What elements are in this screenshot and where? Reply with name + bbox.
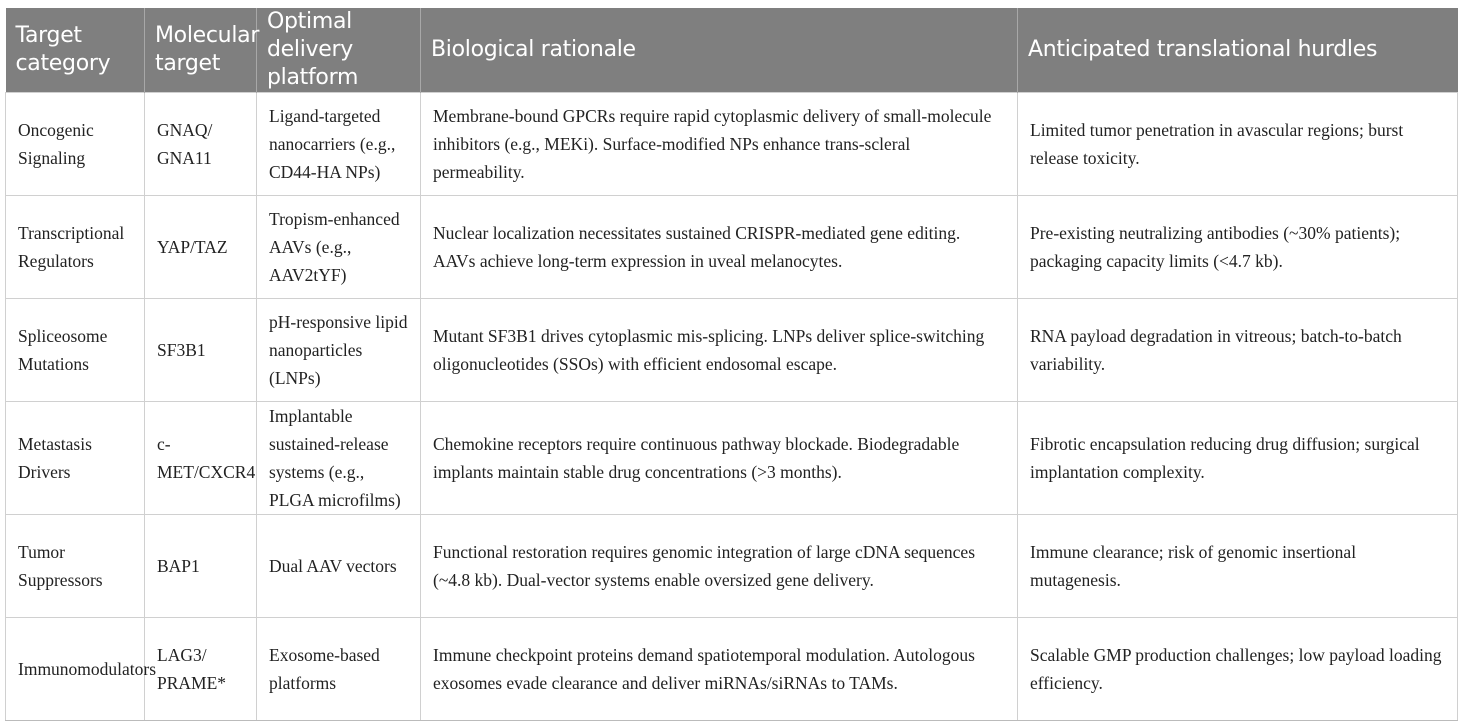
cell-molecular-target: SF3B1 xyxy=(145,299,257,402)
cell-delivery-platform: Implantable sustained-release systems (e.g., PLGA microfilms) xyxy=(257,402,421,515)
cell-delivery-platform: Tropism-enhanced AAVs (e.g., AAV2tYF) xyxy=(257,196,421,299)
cell-molecular-target: YAP/TAZ xyxy=(145,196,257,299)
cell-biological-rationale: Immune checkpoint proteins demand spatiotemporal modulation. Autologous exosomes evade clearance and deliver miRNAs/siRNAs to TAMs. xyxy=(421,618,1018,721)
header-biological-rationale: Biological rationale xyxy=(421,8,1018,93)
cell-translational-hurdles: Immune clearance; risk of genomic insertional mutagenesis. xyxy=(1018,515,1458,618)
table-row xyxy=(6,196,1458,299)
cell-delivery-platform: pH-responsive lipid nanoparticles (LNPs) xyxy=(257,299,421,402)
cell-target-category: Tumor Suppressors xyxy=(6,515,145,618)
table-row xyxy=(6,299,1458,402)
cell-molecular-target: BAP1 xyxy=(145,515,257,618)
cell-biological-rationale: Membrane-bound GPCRs require rapid cytoplasmic delivery of small-molecule inhibitors (e.g., MEKi). Surface-modified NPs enhance trans-scleral permeability. xyxy=(421,93,1018,196)
cell-biological-rationale: Functional restoration requires genomic integration of large cDNA sequences (~4.8 kb). Dual-vector systems enable oversized gene delivery. xyxy=(421,515,1018,618)
cell-biological-rationale: Chemokine receptors require continuous pathway blockade. Biodegradable implants maintain stable drug concentrations (>3 months). xyxy=(421,402,1018,515)
cell-translational-hurdles: Pre-existing neutralizing antibodies (~30% patients); packaging capacity limits (<4.7 kb). xyxy=(1018,196,1458,299)
cell-biological-rationale: Nuclear localization necessitates sustained CRISPR-mediated gene editing. AAVs achieve long-term expression in uveal melanocytes. xyxy=(421,196,1018,299)
cell-translational-hurdles: Limited tumor penetration in avascular regions; burst release toxicity. xyxy=(1018,93,1458,196)
cell-biological-rationale: Mutant SF3B1 drives cytoplasmic mis-splicing. LNPs deliver splice-switching oligonucleotides (SSOs) with efficient endosomal escape. xyxy=(421,299,1018,402)
table-row xyxy=(6,618,1458,721)
header-translational-hurdles: Anticipated translational hurdles xyxy=(1018,8,1458,93)
header-molecular-target: Molecular target xyxy=(145,8,257,93)
cell-target-category: Immunomodulators xyxy=(6,618,145,721)
cell-delivery-platform: Ligand-targeted nanocarriers (e.g., CD44-HA NPs) xyxy=(257,93,421,196)
table-header-row xyxy=(6,8,1458,93)
table-row xyxy=(6,515,1458,618)
cell-delivery-platform: Exosome-based platforms xyxy=(257,618,421,721)
cell-target-category: Spliceosome Mutations xyxy=(6,299,145,402)
cell-translational-hurdles: Fibrotic encapsulation reducing drug diffusion; surgical implantation complexity. xyxy=(1018,402,1458,515)
table-row xyxy=(6,402,1458,515)
cell-target-category: Oncogenic Signaling xyxy=(6,93,145,196)
cell-target-category: Transcriptional Regulators xyxy=(6,196,145,299)
delivery-platform-table xyxy=(5,8,1458,721)
cell-translational-hurdles: Scalable GMP production challenges; low payload loading efficiency. xyxy=(1018,618,1458,721)
table-row xyxy=(6,93,1458,196)
cell-molecular-target: LAG3/ PRAME* xyxy=(145,618,257,721)
cell-molecular-target: GNAQ/ GNA11 xyxy=(145,93,257,196)
cell-delivery-platform: Dual AAV vectors xyxy=(257,515,421,618)
header-delivery-platform: Optimal delivery platform xyxy=(257,8,421,93)
header-target-category: Target category xyxy=(6,8,145,93)
cell-translational-hurdles: RNA payload degradation in vitreous; batch-to-batch variability. xyxy=(1018,299,1458,402)
cell-target-category: Metastasis Drivers xyxy=(6,402,145,515)
cell-molecular-target: c-MET/CXCR4 xyxy=(145,402,257,515)
